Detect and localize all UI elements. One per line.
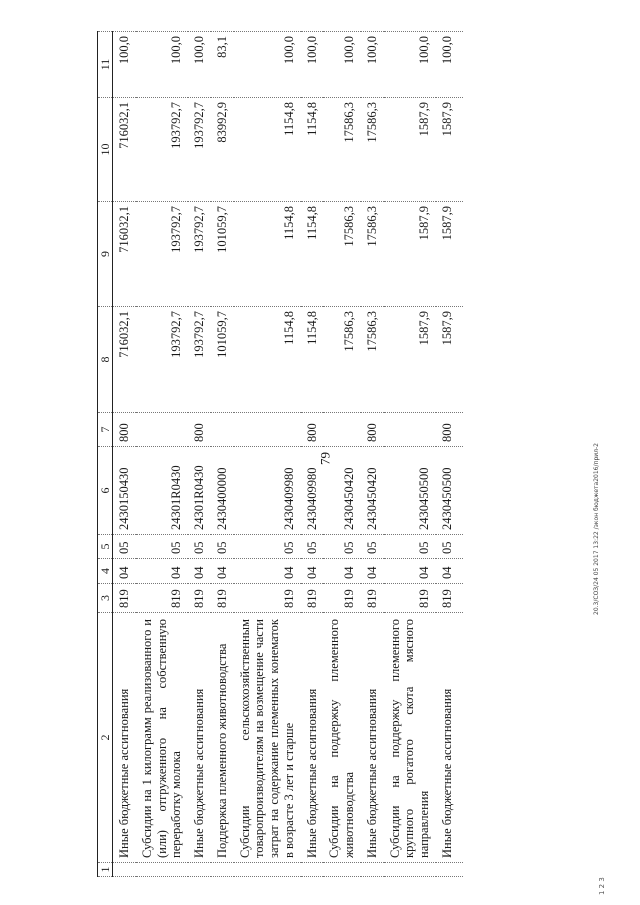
cell-target-article: 2430450420 [361, 447, 384, 535]
table-row [323, 32, 361, 877]
cell-expense-type [384, 413, 436, 447]
cell-approved: 193792,7 [188, 307, 211, 413]
cell-expense-type [234, 413, 301, 447]
cell-subsection: 05 [234, 535, 301, 559]
cell-subsection: 05 [211, 535, 234, 559]
cell-empty [323, 863, 361, 877]
cell-approved: 193792,7 [136, 307, 188, 413]
cell-executed: 1587,9 [436, 98, 463, 202]
column-header: 7 [98, 413, 113, 447]
table-row [301, 32, 324, 877]
table-row [136, 32, 188, 877]
cell-section: 04 [113, 559, 136, 584]
row-name: Субсидии сельскохозяйственным товаропроизводителям на возмещение части затрат на содержание племенных конематок в возрасте 3 лет и старше [234, 613, 301, 863]
cell-ministry-code: 819 [211, 584, 234, 613]
cell-subsection: 05 [384, 535, 436, 559]
cell-refined: 17586,3 [361, 202, 384, 307]
cell-approved: 716032,1 [113, 307, 136, 413]
cell-expense-type: 800 [301, 413, 324, 447]
cell-expense-type [211, 413, 234, 447]
cell-percent: 100,0 [234, 32, 301, 98]
cell-empty [384, 863, 436, 877]
column-header: 10 [98, 98, 113, 202]
cell-refined: 193792,7 [136, 202, 188, 307]
cell-target-article: 2430450500 [436, 447, 463, 535]
table-row [234, 32, 301, 877]
cell-expense-type: 800 [436, 413, 463, 447]
cell-empty [113, 863, 136, 877]
cell-refined: 1587,9 [436, 202, 463, 307]
cell-ministry-code: 819 [188, 584, 211, 613]
cell-executed: 1154,8 [234, 98, 301, 202]
table-row [384, 32, 436, 877]
cell-approved: 1587,9 [436, 307, 463, 413]
cell-executed: 193792,7 [136, 98, 188, 202]
cell-executed: 83992,9 [211, 98, 234, 202]
cell-percent: 100,0 [136, 32, 188, 98]
column-header: 6 [98, 447, 113, 535]
column-header: 9 [98, 202, 113, 307]
cell-empty [211, 863, 234, 877]
cell-subsection: 05 [301, 535, 324, 559]
cell-section: 04 [436, 559, 463, 584]
table-row [188, 32, 211, 877]
budget-table [97, 31, 463, 877]
cell-ministry-code: 819 [301, 584, 324, 613]
row-name: Иные бюджетные ассигнования [436, 613, 463, 863]
row-name: Иные бюджетные ассигнования [188, 613, 211, 863]
cell-percent: 100,0 [113, 32, 136, 98]
cell-empty [136, 863, 188, 877]
cell-target-article: 2430400000 [211, 447, 234, 535]
cell-subsection: 05 [136, 535, 188, 559]
cell-empty [361, 863, 384, 877]
row-name: Иные бюджетные ассигнования [113, 613, 136, 863]
cell-executed: 17586,3 [323, 98, 361, 202]
cell-refined: 1154,8 [234, 202, 301, 307]
cell-section: 04 [136, 559, 188, 584]
cell-executed: 1587,9 [384, 98, 436, 202]
cell-target-article: 2430450500 [384, 447, 436, 535]
table-row [436, 32, 463, 877]
row-name: Иные бюджетные ассигнования [301, 613, 324, 863]
row-name: Субсидии на 1 килограмм реализованного и (или) отгруженного на собственную переработку молока [136, 613, 188, 863]
cell-section: 04 [361, 559, 384, 584]
cell-empty [301, 863, 324, 877]
column-header: 2 [98, 613, 113, 863]
cell-subsection: 05 [323, 535, 361, 559]
cell-executed: 716032,1 [113, 98, 136, 202]
cell-target-article: 2430450420 [323, 447, 361, 535]
cell-empty [234, 863, 301, 877]
column-header: 8 [98, 307, 113, 413]
cell-subsection: 05 [113, 535, 136, 559]
cell-ministry-code: 819 [361, 584, 384, 613]
cell-refined: 17586,3 [323, 202, 361, 307]
column-header: 4 [98, 559, 113, 584]
cell-approved: 17586,3 [361, 307, 384, 413]
row-name: Субсидии на поддержку племенного крупного рогатого скота мясного направления [384, 613, 436, 863]
page-number: 79 [317, 452, 333, 465]
cell-subsection: 05 [436, 535, 463, 559]
cell-percent: 100,0 [384, 32, 436, 98]
row-name: Поддержка племенного животноводства [211, 613, 234, 863]
cell-target-article: 24301R0430 [136, 447, 188, 535]
cell-section: 04 [301, 559, 324, 584]
row-name: Иные бюджетные ассигнования [361, 613, 384, 863]
margin-note: 20.3/СОЗ/24 05 2017 13:22 /экон бюджета2016/прил-2 [593, 443, 600, 615]
cell-refined: 1154,8 [301, 202, 324, 307]
column-header: 1 [98, 863, 113, 877]
table-row [113, 32, 136, 877]
cell-ministry-code: 819 [136, 584, 188, 613]
cell-approved: 101059,7 [211, 307, 234, 413]
cell-empty [436, 863, 463, 877]
cell-target-article: 2430409980 [301, 447, 324, 535]
cell-approved: 1587,9 [384, 307, 436, 413]
cell-section: 04 [234, 559, 301, 584]
cell-section: 04 [211, 559, 234, 584]
table-row [211, 32, 234, 877]
cell-percent: 100,0 [361, 32, 384, 98]
cell-section: 04 [188, 559, 211, 584]
cell-refined: 1587,9 [384, 202, 436, 307]
cell-target-article: 2430150430 [113, 447, 136, 535]
cell-approved: 17586,3 [323, 307, 361, 413]
cell-percent: 100,0 [301, 32, 324, 98]
cell-percent: 83,1 [211, 32, 234, 98]
cell-percent: 100,0 [188, 32, 211, 98]
cell-target-article: 2430409980 [234, 447, 301, 535]
cell-refined: 101059,7 [211, 202, 234, 307]
cell-target-article: 24301R0430 [188, 447, 211, 535]
table-row [361, 32, 384, 877]
cell-executed: 17586,3 [361, 98, 384, 202]
corner-mark: 1 2 3 [598, 877, 606, 895]
cell-ministry-code: 819 [384, 584, 436, 613]
column-header: 11 [98, 32, 113, 98]
row-name: Субсидии на поддержку племенного животноводства [323, 613, 361, 863]
cell-percent: 100,0 [323, 32, 361, 98]
cell-expense-type [136, 413, 188, 447]
cell-expense-type [323, 413, 361, 447]
cell-ministry-code: 819 [113, 584, 136, 613]
column-header: 3 [98, 584, 113, 613]
rotated-table-container [97, 32, 640, 877]
cell-expense-type: 800 [113, 413, 136, 447]
cell-percent: 100,0 [436, 32, 463, 98]
table-header-row [98, 32, 113, 877]
cell-refined: 193792,7 [188, 202, 211, 307]
cell-executed: 1154,8 [301, 98, 324, 202]
cell-expense-type: 800 [361, 413, 384, 447]
cell-approved: 1154,8 [234, 307, 301, 413]
cell-subsection: 05 [361, 535, 384, 559]
cell-expense-type: 800 [188, 413, 211, 447]
cell-approved: 1154,8 [301, 307, 324, 413]
cell-executed: 193792,7 [188, 98, 211, 202]
cell-refined: 716032,1 [113, 202, 136, 307]
cell-empty [188, 863, 211, 877]
cell-ministry-code: 819 [234, 584, 301, 613]
cell-ministry-code: 819 [323, 584, 361, 613]
cell-section: 04 [323, 559, 361, 584]
cell-subsection: 05 [188, 535, 211, 559]
column-header: 5 [98, 535, 113, 559]
cell-ministry-code: 819 [436, 584, 463, 613]
cell-section: 04 [384, 559, 436, 584]
